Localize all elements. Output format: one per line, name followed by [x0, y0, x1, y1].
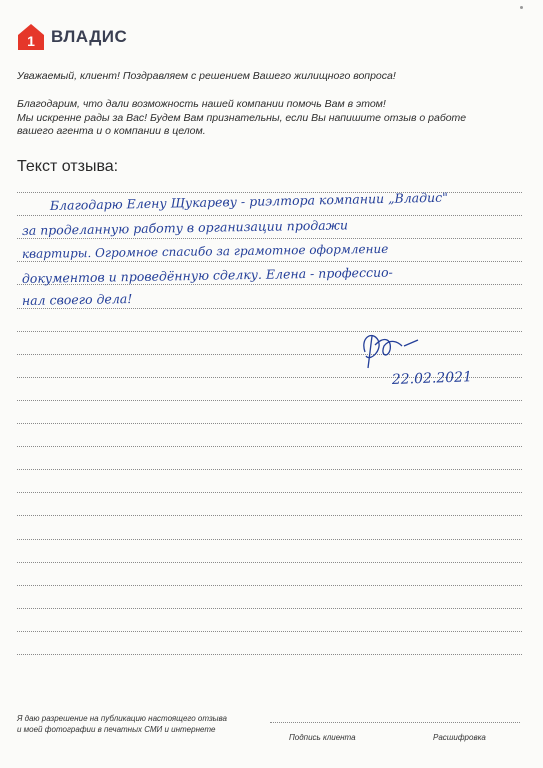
client-signature — [364, 336, 418, 368]
ruled-line — [17, 608, 522, 609]
ruled-line — [17, 400, 522, 401]
ruled-line — [17, 631, 522, 632]
ruled-line — [17, 331, 522, 332]
ruled-line — [17, 215, 522, 216]
ruled-line — [17, 562, 522, 563]
ruled-line — [17, 192, 522, 193]
ruled-line — [17, 261, 522, 262]
ruled-line — [17, 585, 522, 586]
intro-text — [17, 98, 527, 139]
intro-line: вашего агента и о компании в целом. — [17, 125, 206, 137]
ruled-line — [17, 308, 522, 309]
greeting: Уважаемый, клиент! Поздравляем с решением Вашего жилищного вопроса! — [17, 70, 396, 82]
review-date: 22.02.2021 — [391, 369, 473, 388]
consent-line: и моей фотографии в печатных СМИ и интернете — [17, 724, 216, 734]
brand-name: ВЛАДИС — [51, 27, 128, 46]
svg-text:1: 1 — [27, 33, 35, 49]
ruled-line — [17, 446, 522, 447]
intro-line: Благодарим, что дали возможность нашей компании помочь Вам в этом! — [17, 98, 386, 110]
ruled-line — [17, 354, 522, 355]
intro-line: Мы искренне рады за Вас! Будем Вам признательны, если Вы напишите отзыв о работе — [17, 111, 467, 124]
ruled-line — [17, 515, 522, 516]
review-title: Текст отзыва: — [17, 158, 119, 175]
brand-logo — [17, 23, 127, 51]
ruled-line — [17, 238, 522, 239]
signature-line — [270, 722, 520, 723]
scan-speck — [520, 6, 523, 9]
house-logo-icon — [17, 23, 45, 51]
ruled-line — [17, 469, 522, 470]
handwritten-line: документов и проведённую сделку. Елена - профессио- — [21, 264, 393, 286]
handwritten-line: Благодарю Елену Щукареву - риэлтора компании „Владис" — [49, 189, 449, 213]
ruled-line — [17, 284, 522, 285]
ruled-line — [17, 423, 522, 424]
ruled-line — [17, 539, 522, 540]
handwritten-line: за проделанную работу в организации продажи — [21, 217, 349, 238]
decode-label: Расшифровка — [433, 733, 486, 742]
ruled-line — [17, 654, 522, 655]
consent-line: Я даю разрешение на публикацию настоящего отзыва — [17, 714, 227, 723]
handwritten-line: нал своего дела! — [21, 291, 133, 308]
handwritten-line: квартиры. Огромное спасибо за грамотное оформление — [21, 241, 389, 261]
ruled-line — [17, 377, 522, 378]
publication-consent — [17, 714, 257, 735]
ruled-line — [17, 492, 522, 493]
signature-label: Подпись клиента — [289, 733, 356, 742]
